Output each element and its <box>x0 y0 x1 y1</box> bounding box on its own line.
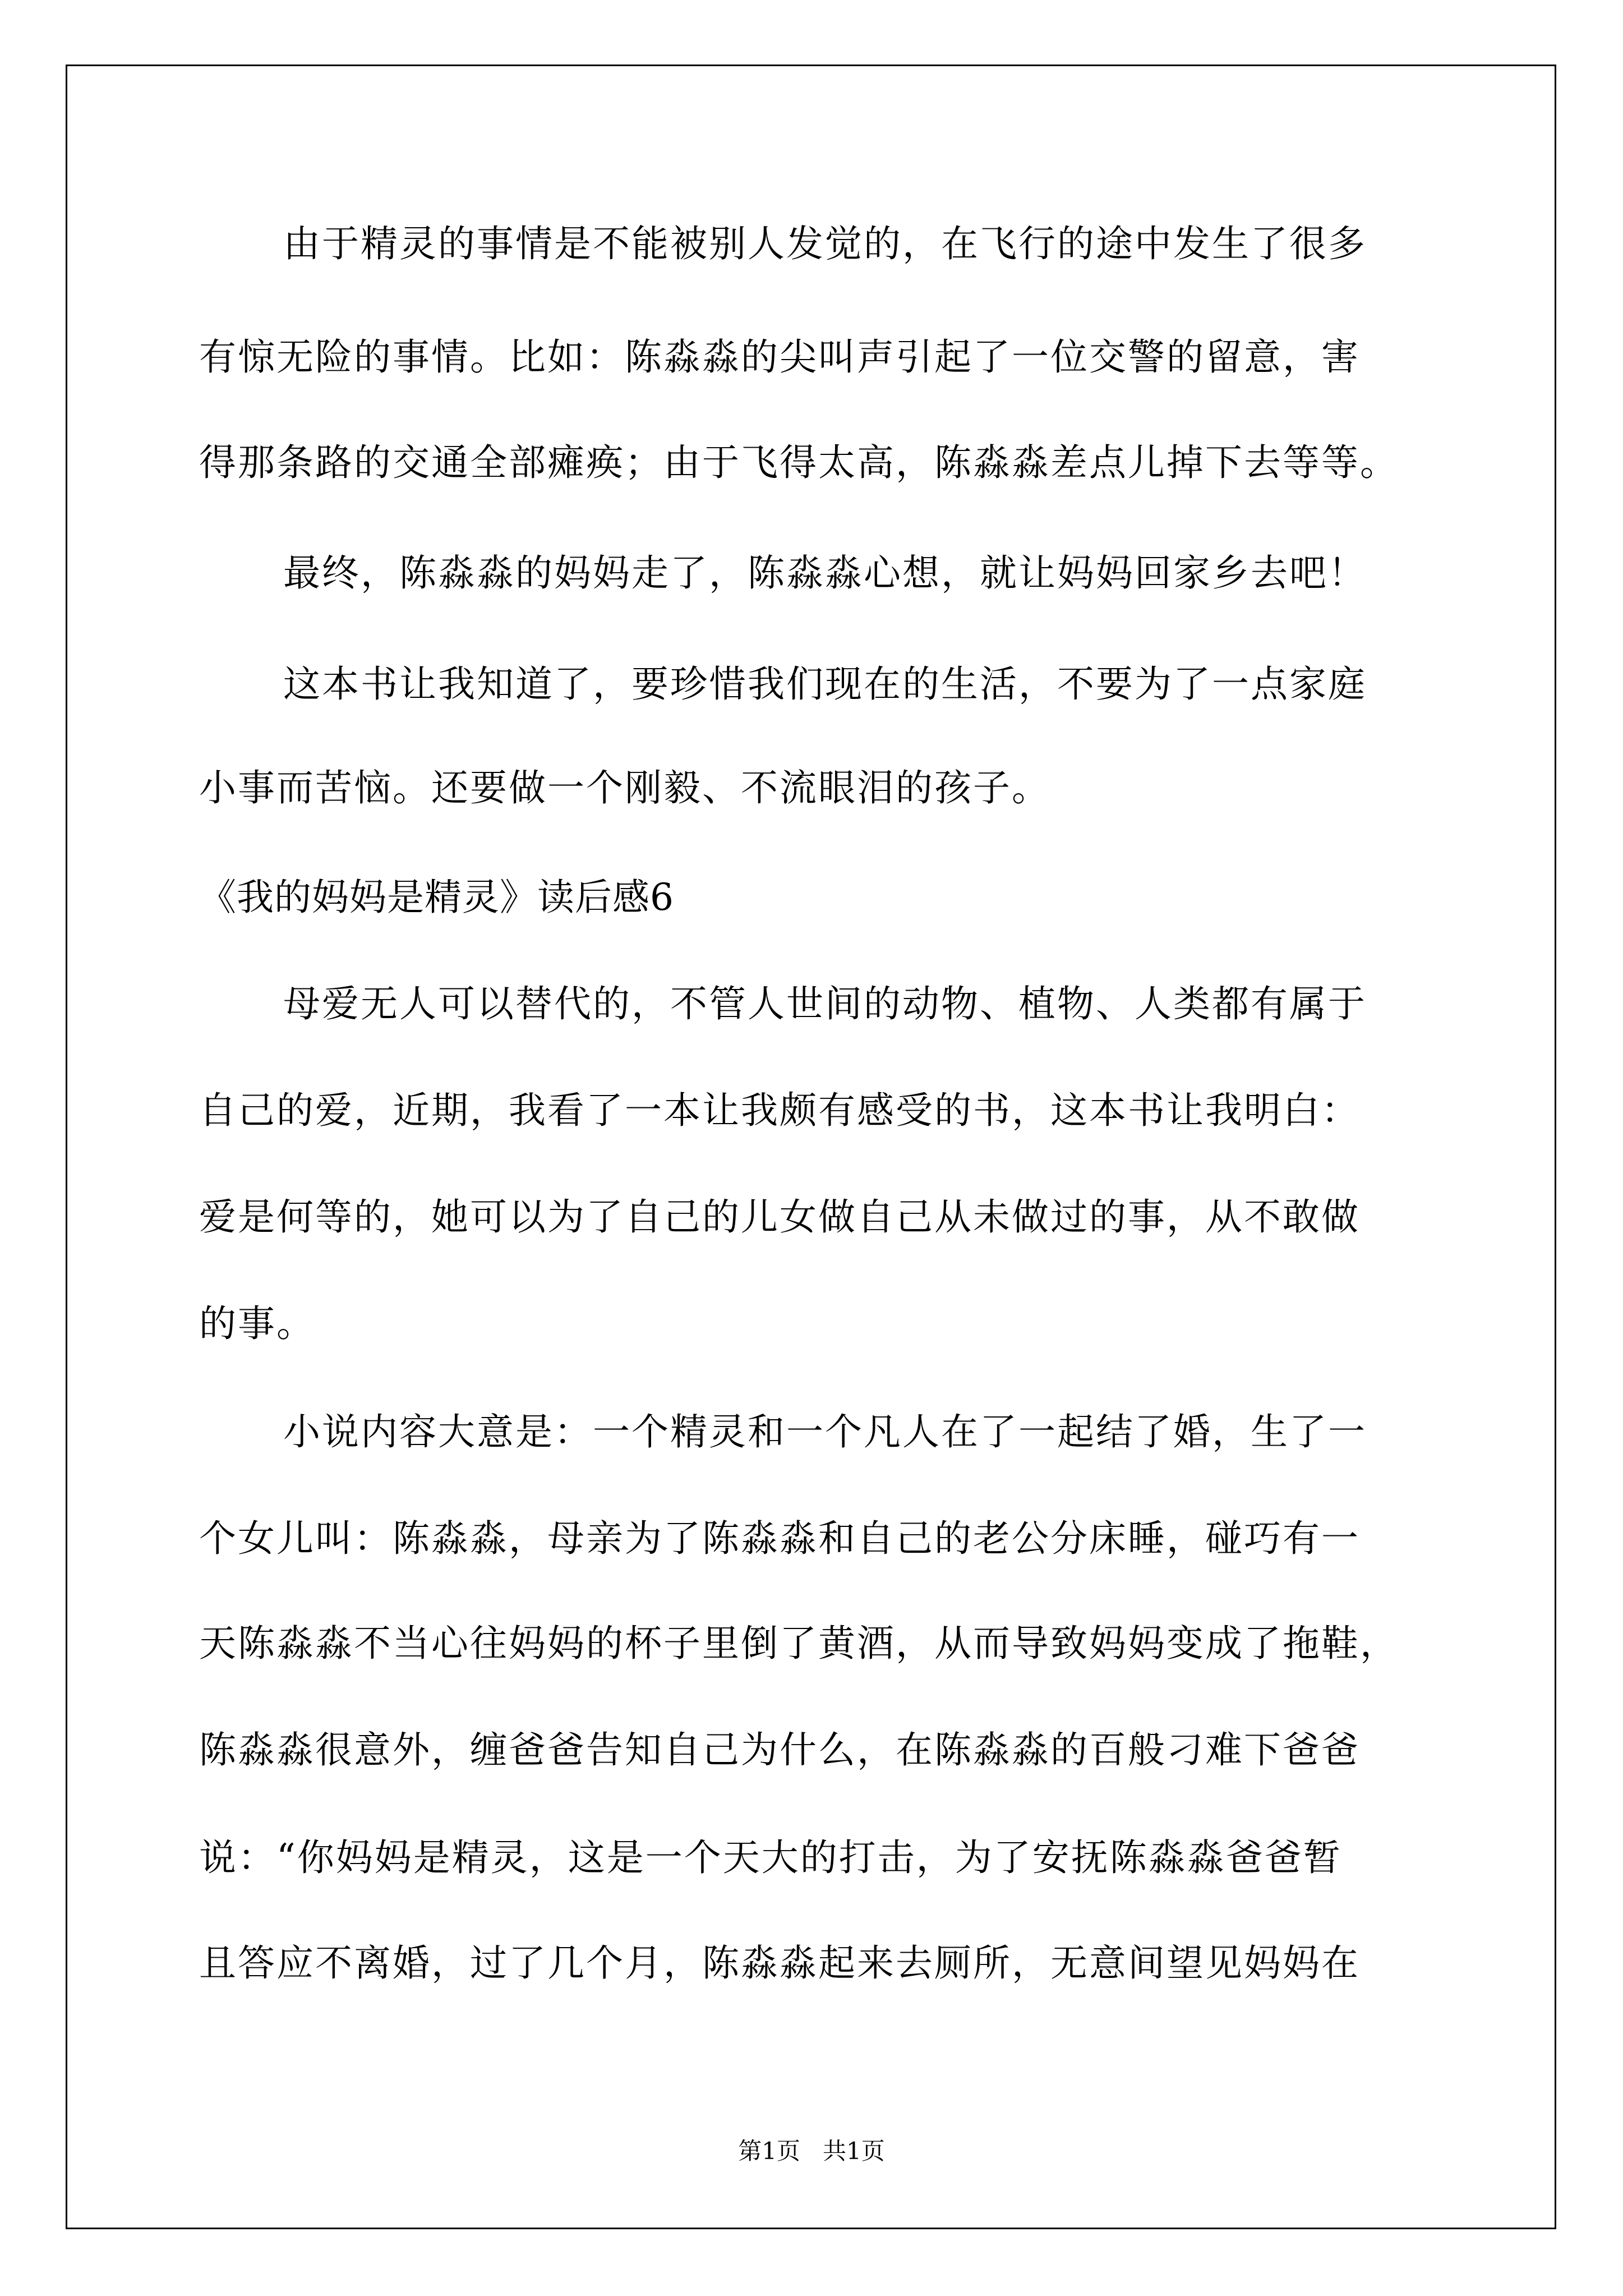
section-heading: 《我的妈妈是精灵》读后感6 <box>199 876 674 919</box>
paragraph-line: 陈淼淼很意外，缠爸爸告知自己为什么，在陈淼淼的百般刁难下爸爸 <box>199 1728 1360 1772</box>
page-border <box>66 65 1556 2229</box>
paragraph-line: 说：“你妈妈是精灵，这是一个天大的打击，为了安抚陈淼淼爸爸暂 <box>199 1836 1342 1879</box>
page-number-footer: 第1页 共1页 <box>738 2137 885 2165</box>
paragraph-line: 且答应不离婚，过了几个月，陈淼淼起来去厕所，无意间望见妈妈在 <box>199 1941 1360 1985</box>
paragraph-line: 小说内容大意是：一个精灵和一个凡人在了一起结了婚，生了一 <box>283 1410 1367 1453</box>
paragraph-line: 小事而苦恼。还要做一个刚毅、不流眼泪的孩子。 <box>199 766 1050 809</box>
paragraph-line: 天陈淼淼不当心往妈妈的杯子里倒了黄酒，从而导致妈妈变成了拖鞋， <box>199 1622 1399 1665</box>
paragraph-line: 有惊无险的事情。比如：陈淼淼的尖叫声引起了一位交警的留意，害 <box>199 335 1360 379</box>
paragraph-line: 爱是何等的，她可以为了自己的儿女做自己从未做过的事，从不敢做 <box>199 1195 1360 1239</box>
paragraph-line: 自己的爱，近期，我看了一本让我颇有感受的书，这本书让我明白： <box>199 1089 1360 1132</box>
paragraph-line: 得那条路的交通全部瘫痪；由于飞得太高，陈淼淼差点儿掉下去等等。 <box>199 441 1399 484</box>
paragraph-line: 母爱无人可以替代的，不管人世间的动物、植物、人类都有属于 <box>283 982 1367 1025</box>
paragraph-line: 最终，陈淼淼的妈妈走了，陈淼淼心想，就让妈妈回家乡去吧！ <box>283 551 1367 595</box>
paragraph-line: 由于精灵的事情是不能被别人发觉的，在飞行的途中发生了很多 <box>283 222 1367 265</box>
paragraph-line: 的事。 <box>199 1302 315 1345</box>
paragraph-line: 这本书让我知道了，要珍惜我们现在的生活，不要为了一点家庭 <box>283 662 1367 706</box>
paragraph-line: 个女儿叫：陈淼淼，母亲为了陈淼淼和自己的老公分床睡，碰巧有一 <box>199 1517 1360 1560</box>
